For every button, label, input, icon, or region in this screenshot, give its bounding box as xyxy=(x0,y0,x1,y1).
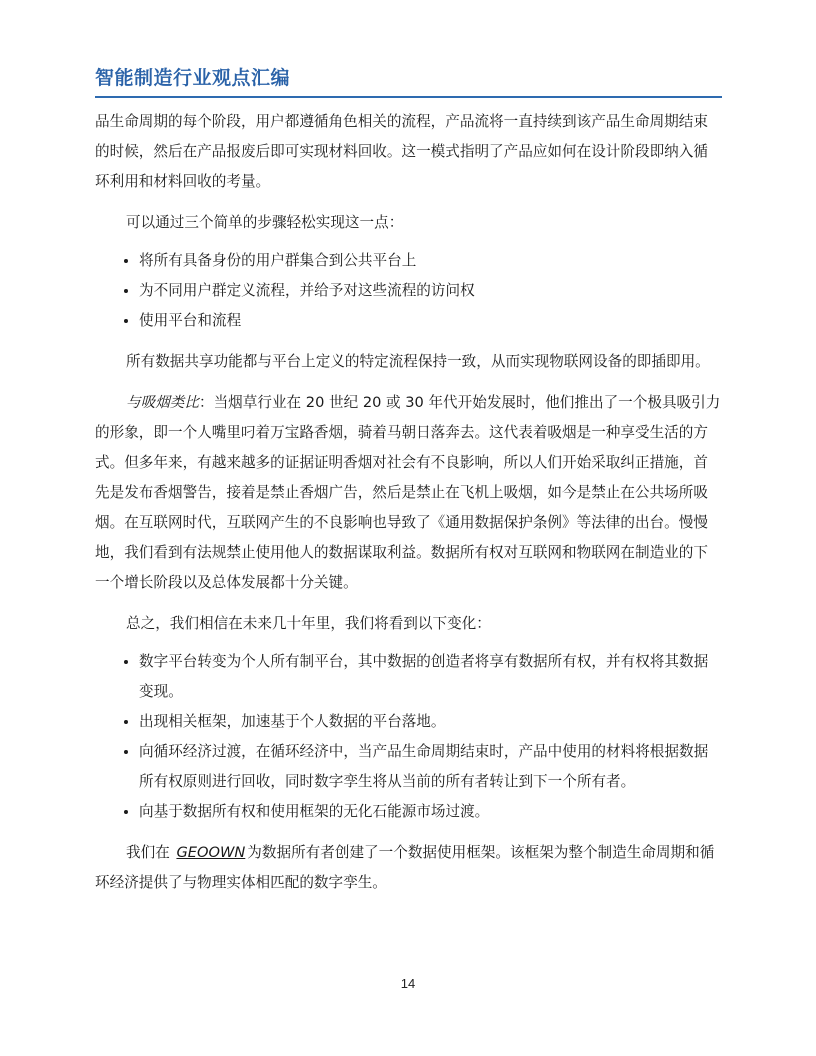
text: 为数据所有者创建了一个数据使用框架。该框架为整个制造生命周期和循环经济提供了与物理实体相匹配的数字孪生。 xyxy=(95,844,715,891)
list-item: • 使用平台和流程 xyxy=(139,306,722,336)
bullet-list xyxy=(95,246,722,336)
list-item: • 向循环经济过渡，在循环经济中，当产品生命周期结束时，产品中使用的材料将根据数据所有权原则进行回收，同时数字孪生将从当前的所有者转让到下一个所有者。 xyxy=(139,737,722,797)
analogy-label: 与吸烟类比 xyxy=(126,394,199,411)
page-header xyxy=(95,63,722,98)
paragraph: 品生命周期的每个阶段，用户都遵循角色相关的流程，产品流将一直持续到该产品生命周期结束的时候，然后在产品报废后即可实现材料回收。这一模式指明了产品应如何在设计阶段即纳入循环利用和材料回收的考量。 xyxy=(95,113,708,190)
bullet-list xyxy=(95,647,722,827)
paragraph xyxy=(95,838,722,898)
list-item: • 出现相关框架，加速基于个人数据的平台落地。 xyxy=(139,707,722,737)
paragraph: 总之，我们相信在未来几十年里，我们将看到以下变化： xyxy=(126,615,491,632)
list-item: • 将所有具备身份的用户群集合到公共平台上 xyxy=(139,246,722,276)
page-body xyxy=(95,107,722,898)
page-number: 14 xyxy=(400,976,416,991)
analogy-text: ：当烟草行业在 20 世纪 20 或 30 年代开始发展时，他们推出了一个极具吸引力的形象，即一个人嘴里叼着万宝路香烟，骑着马朝日落奔去。这代表着吸烟是一种享受生活的方式。但多年来，有越来越多的证据证明香烟对社会有不良影响，所以人们开始采取纠正措施，首先是发布香烟警告，接着是禁止香烟广告，然后是禁止在飞机上吸烟，如今是禁止在公共场所吸烟。在互联网时代，互联网产生的不良影响也导致了《通用数据保护条例》等法律的出台。慢慢地，我们看到有法规禁止使用他人的数据谋取利益。数据所有权对互联网和物联网在制造业的下一个增长阶段以及总体发展都十分关键。 xyxy=(95,394,721,591)
header-title: 智能制造行业观点汇编 xyxy=(95,67,291,89)
list-item: • 向基于数据所有权和使用框架的无化石能源市场过渡。 xyxy=(139,797,722,827)
paragraph: 可以通过三个简单的步骤轻松实现这一点： xyxy=(126,214,404,231)
text: 我们在 xyxy=(126,844,170,861)
paragraph: 所有数据共享功能都与平台上定义的特定流程保持一致，从而实现物联网设备的即插即用。 xyxy=(126,353,710,370)
geoown-link[interactable]: GEOOWN xyxy=(176,844,246,861)
list-item: • 为不同用户群定义流程，并给予对这些流程的访问权 xyxy=(139,276,722,306)
list-item: • 数字平台转变为个人所有制平台，其中数据的创造者将享有数据所有权，并有权将其数据变现。 xyxy=(139,647,722,707)
paragraph xyxy=(95,388,722,598)
